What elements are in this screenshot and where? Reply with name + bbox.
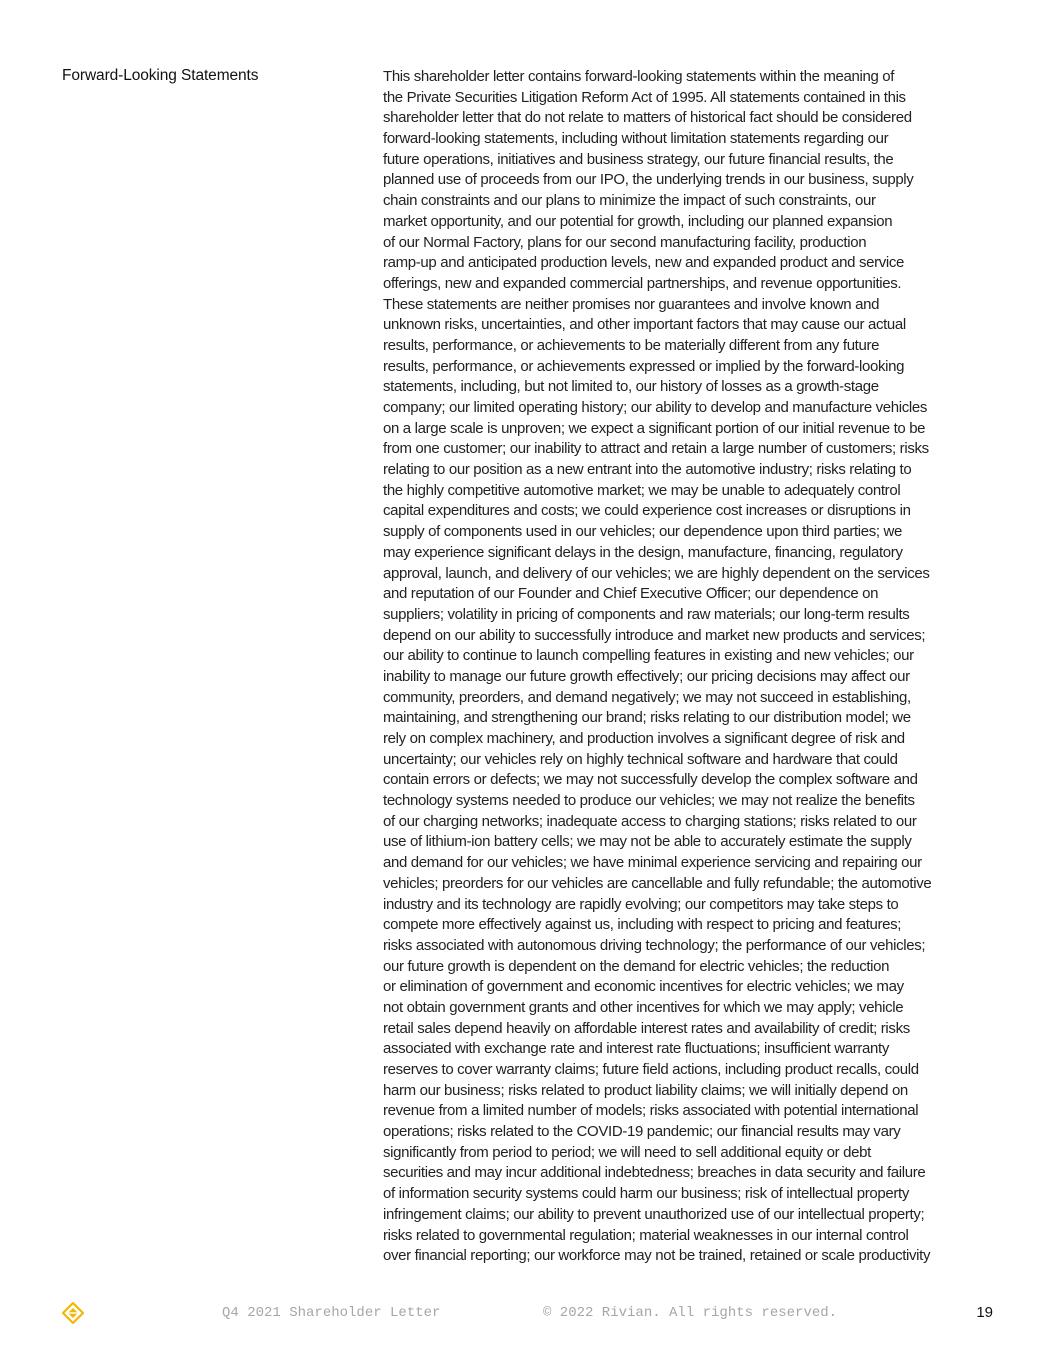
body-text-line: may experience significant delays in the design, manufacture, financing, regulatory bbox=[383, 543, 903, 561]
body-text-line: approval, launch, and delivery of our vehicles; we are highly dependent on the services bbox=[383, 564, 930, 582]
body-text-line: contain errors or defects; we may not successfully develop the complex software and bbox=[383, 771, 918, 789]
body-text-line: over financial reporting; our workforce may not be trained, retained or scale productivity bbox=[383, 1247, 931, 1265]
body-text-line: of information security systems could harm our business; risk of intellectual property bbox=[383, 1185, 909, 1203]
body-text-line: retail sales depend heavily on affordable interest rates and availability of credit; risks bbox=[383, 1019, 910, 1037]
rivian-compass-icon bbox=[62, 1302, 84, 1324]
body-text-line: planned use of proceeds from our IPO, the underlying trends in our business, supply bbox=[383, 171, 914, 189]
body-text-line: of our charging networks; inadequate access to charging stations; risks related to our bbox=[383, 812, 917, 830]
body-text-line: This shareholder letter contains forward-looking statements within the meaning of bbox=[383, 68, 895, 85]
body-text-line: supply of components used in our vehicles; our dependence upon third parties; we bbox=[383, 523, 903, 541]
body-text-line: infringement claims; our ability to prevent unauthorized use of our intellectual property; bbox=[383, 1205, 925, 1223]
body-text-line: the highly competitive automotive market; we may be unable to adequately control bbox=[383, 481, 901, 499]
body-text-line: or elimination of government and economic incentives for electric vehicles; we may bbox=[383, 978, 904, 996]
body-text-line: our ability to continue to launch compelling features in existing and new vehicles; our bbox=[383, 647, 914, 665]
logo-graphic bbox=[62, 1302, 84, 1324]
body-text-line: unknown risks, uncertainties, and other important factors that may cause our actual bbox=[383, 316, 906, 334]
body-text-line: rely on complex machinery, and production involves a significant degree of risk and bbox=[383, 730, 905, 747]
body-text-line: forward-looking statements, including without limitation statements regarding our bbox=[383, 130, 889, 148]
body-text-line: company; our limited operating history; our ability to develop and manufacture vehicles bbox=[383, 399, 928, 416]
body-text-line: of our Normal Factory, plans for our second manufacturing facility, production bbox=[383, 233, 867, 251]
body-text-line: technology systems needed to produce our vehicles; we may not realize the benefits bbox=[383, 792, 915, 810]
body-text-line: results, performance, or achievements expressed or implied by the forward-looking bbox=[383, 357, 905, 375]
body-text-line: securities and may incur additional indebtedness; breaches in data security and failure bbox=[383, 1164, 926, 1182]
body-text-line: results, performance, or achievements to be materially different from any future bbox=[383, 336, 880, 354]
body-text-line: the Private Securities Litigation Reform Act of 1995. All statements contained in this bbox=[383, 88, 906, 106]
body-text-line: uncertainty; our vehicles rely on highly technical software and hardware that could bbox=[383, 750, 898, 768]
page-number: 19 bbox=[976, 1304, 993, 1321]
body-text-line: reserves to cover warranty claims; future field actions, including product recalls, could bbox=[383, 1061, 919, 1078]
body-text-line: relating to our position as a new entrant into the automotive industry; risks relating to bbox=[383, 461, 912, 479]
body-text-line: offerings, new and expanded commercial partnerships, and revenue opportunities. bbox=[383, 274, 902, 292]
body-text-line: maintaining, and strengthening our brand; risks relating to our distribution model; we bbox=[383, 709, 911, 727]
body-text-line: from one customer; our inability to attract and retain a large number of customers; risks bbox=[383, 440, 929, 458]
body-text-line: depend on our ability to successfully introduce and market new products and services; bbox=[383, 626, 926, 644]
body-text-line: significantly from period to period; we will need to sell additional equity or debt bbox=[383, 1143, 871, 1161]
body-text-line: our future growth is dependent on the demand for electric vehicles; the reduction bbox=[383, 957, 890, 975]
body-text-line: and reputation of our Founder and Chief Executive Officer; our dependence on bbox=[383, 585, 879, 603]
body-text-line: shareholder letter that do not relate to matters of historical fact should be considered bbox=[383, 109, 912, 127]
body-text-line: statements, including, but not limited to, our history of losses as a growth-stage bbox=[383, 378, 879, 396]
body-text-line: industry and its technology are rapidly evolving; our competitors may take steps to bbox=[383, 895, 899, 913]
body-text-line: risks associated with autonomous driving technology; the performance of our vehicles; bbox=[383, 936, 926, 954]
body-text-line: harm our business; risks related to product liability claims; we will initially depend on bbox=[383, 1081, 908, 1099]
body-text-line: community, preorders, and demand negatively; we may not succeed in establishing, bbox=[383, 688, 911, 706]
body-text-line: These statements are neither promises nor guarantees and involve known and bbox=[383, 295, 880, 313]
body-text-line: not obtain government grants and other incentives for which we may apply; vehicle bbox=[383, 998, 904, 1016]
page-footer bbox=[0, 1300, 1055, 1328]
body-text-line: capital expenditures and costs; we could experience cost increases or disruptions in bbox=[383, 502, 911, 520]
body-text-line: suppliers; volatility in pricing of components and raw materials; our long-term results bbox=[383, 605, 910, 623]
body-text-line: compete more effectively against us, including with respect to pricing and features; bbox=[383, 916, 902, 934]
body-paragraph bbox=[383, 67, 996, 1267]
body-text-line: risks related to governmental regulation; material weaknesses in our internal control bbox=[383, 1226, 909, 1244]
body-text-line: chain constraints and our plans to minimize the impact of such constraints, our bbox=[383, 192, 876, 210]
body-text-line: revenue from a limited number of models; risks associated with potential international bbox=[383, 1102, 919, 1120]
body-text-line: inability to manage our future growth effectively; our pricing decisions may affect our bbox=[383, 667, 910, 685]
body-text-line: associated with exchange rate and interest rate fluctuations; insufficient warranty bbox=[383, 1040, 889, 1058]
section-heading: Forward-Looking Statements bbox=[62, 67, 259, 84]
body-text-line: ramp-up and anticipated production levels, new and expanded product and service bbox=[383, 254, 905, 272]
body-text-line: and demand for our vehicles; we have minimal experience servicing and repairing our bbox=[383, 854, 922, 872]
body-text-line: market opportunity, and our potential for growth, including our planned expansion bbox=[383, 212, 893, 230]
body-text-line: future operations, initiatives and business strategy, our future financial results, the bbox=[383, 150, 894, 168]
body-text-line: vehicles; preorders for our vehicles are cancellable and fully refundable; the automotive bbox=[383, 874, 932, 892]
copyright-notice: © 2022 Rivian. All rights reserved. bbox=[543, 1305, 838, 1321]
body-text-line: use of lithium-ion battery cells; we may not be able to accurately estimate the supply bbox=[383, 833, 912, 851]
body-text-line: on a large scale is unproven; we expect a significant portion of our initial revenue to be bbox=[383, 419, 926, 437]
document-title: Q4 2021 Shareholder Letter bbox=[222, 1305, 441, 1321]
body-text-line: operations; risks related to the COVID-19 pandemic; our financial results may vary bbox=[383, 1123, 901, 1141]
